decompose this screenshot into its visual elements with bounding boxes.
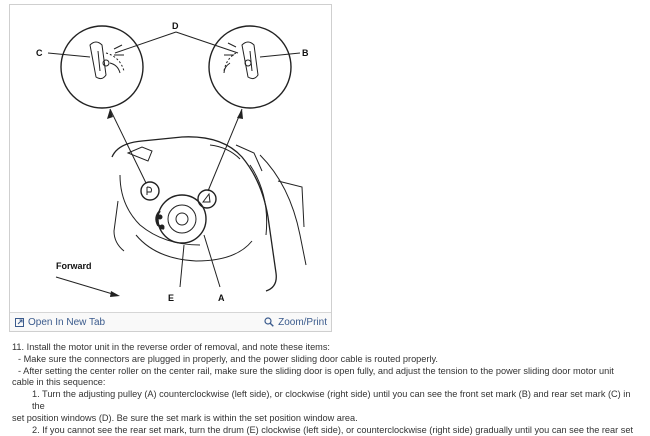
zoom-print-label: Zoom/Print [278, 316, 327, 328]
open-new-tab-label: Open In New Tab [28, 316, 106, 328]
callout-e: E [168, 293, 175, 303]
bullet-tension: - After setting the center roller on the center rail, make sure the sliding door is open fully, and adjust the tension to the power sliding door motor unit [18, 365, 614, 376]
bullet-connectors: - Make sure the connectors are plugged in properly, and the power sliding door cable is routed properly. [18, 353, 438, 364]
bullet-tension-cont: cable in this sequence: [12, 377, 106, 388]
figure-panel [9, 4, 332, 332]
callout-c: C [36, 48, 43, 58]
callout-b: B [302, 48, 309, 58]
zoom-print-link[interactable] [264, 317, 327, 328]
figure-toolbar [10, 312, 331, 331]
detail-circle-left [61, 26, 143, 108]
instruction-text [12, 342, 642, 436]
forward-label: Forward [56, 261, 92, 271]
external-link-icon [15, 318, 24, 327]
substep-2: 2. If you cannot see the rear set mark, turn the drum (E) clockwise (left side), or counterclockwise (right side) gradually until you can see the rear set [32, 424, 634, 435]
callout-d: D [172, 21, 179, 31]
substep-1-cont: set position windows (D). Be sure the set mark is within the set position window area. [12, 412, 358, 423]
step-heading: 11. Install the motor unit in the reverse order of removal, and note these items: [12, 342, 330, 352]
detail-circle-right [209, 26, 291, 108]
open-new-tab-link[interactable] [15, 317, 105, 328]
magnifier-icon [264, 317, 274, 327]
motor-unit-diagram [10, 5, 331, 312]
set-window-left [141, 182, 159, 200]
substep-1: 1. Turn the adjusting pulley (A) counterclockwise (left side), or clockwise (right side) until you can see the front set mark (B) and rear set mark (C) in the [32, 389, 631, 411]
set-window-right [198, 190, 216, 208]
callout-a: A [218, 293, 225, 303]
